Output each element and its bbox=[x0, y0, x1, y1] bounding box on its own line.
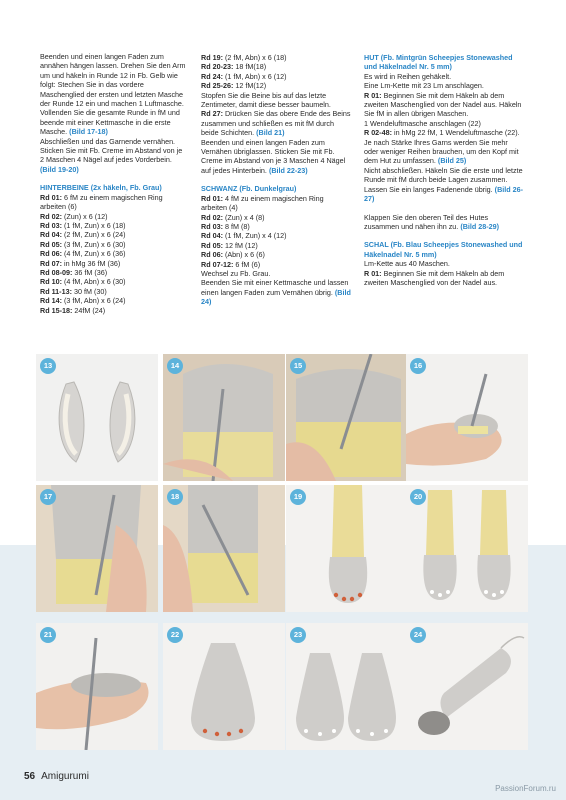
photo-18-leg bbox=[163, 485, 285, 612]
instruction-text: in hMg 22 fM, 1 Wendeluftmasche (22). bbox=[393, 128, 520, 138]
row-label: Rd 05: bbox=[201, 240, 223, 250]
row-label: Rd 02: bbox=[201, 212, 223, 222]
pattern-row bbox=[40, 212, 188, 221]
row-text: in hMg 36 fM (36) bbox=[63, 258, 121, 268]
instruction-text: Je nach Stärke Ihres Garns werden Sie mehr oder weniger Reihen brauchen, um den Kopf mit dem Hut zu umfassen. bbox=[364, 137, 519, 166]
photo-13-ears bbox=[36, 354, 158, 481]
row-label: Rd 06: bbox=[40, 249, 62, 259]
row-text: (Zun) x 6 (12) bbox=[63, 211, 108, 221]
row-text: 8 fM (8) bbox=[224, 221, 250, 231]
photo-number-badge: 17 bbox=[40, 489, 56, 505]
watermark: PassionForum.ru bbox=[495, 784, 556, 793]
row-label: Rd 11-13: bbox=[40, 286, 72, 296]
photo-19-front-leg bbox=[286, 485, 408, 612]
image-ref: (Bild 26-27) bbox=[364, 184, 524, 204]
row-label: Rd 08-09: bbox=[40, 267, 73, 277]
photo-number-badge: 21 bbox=[40, 627, 56, 643]
pattern-row bbox=[40, 277, 188, 286]
page-number: 56 bbox=[24, 771, 36, 782]
pattern-row bbox=[201, 260, 351, 269]
instruction-text: Lm-Kette aus 40 Maschen. bbox=[364, 259, 450, 269]
photo-number-badge: 24 bbox=[410, 627, 426, 643]
row-label: Rd 10: bbox=[40, 277, 62, 287]
text-column-3 bbox=[364, 53, 524, 287]
instruction-text: Beginnen Sie mit dem Häkeln ab dem zweiten Maschenglied von der Nadel aus. bbox=[364, 268, 505, 287]
instruction-text: Drücken Sie das obere Ende des Beins zusammen und schließen es mit fM durch beide Schichten. bbox=[201, 109, 351, 138]
pattern-row bbox=[40, 230, 188, 239]
text-column-1 bbox=[40, 52, 188, 315]
row-text: 18 fM(18) bbox=[235, 62, 267, 72]
row-text: 36 fM (36) bbox=[74, 267, 108, 277]
row-text: 24fM (24) bbox=[74, 305, 106, 315]
row-text: 6 fM zu einem magischen Ring arbeiten (6) bbox=[40, 192, 163, 212]
photo-number-badge: 13 bbox=[40, 358, 56, 374]
row-text: 12 fM (12) bbox=[224, 240, 258, 250]
row-label: Rd 06: bbox=[201, 250, 223, 260]
row-text: (4 fM, Abn) x 6 (30) bbox=[63, 277, 126, 287]
row-label: Rd 07: bbox=[40, 258, 62, 268]
row-text: (3 fM, Abn) x 6 (24) bbox=[63, 296, 126, 306]
instruction-text: Beenden und einen langen Faden zum Vernähen übriglassen. Sticken Sie mit Fb. Creme im Abstand von je 3 Maschen 4 Nägel auf jedes Hinterbein. bbox=[201, 137, 346, 175]
photo-number-badge: 14 bbox=[167, 358, 183, 374]
pattern-row bbox=[201, 194, 351, 213]
pattern-row bbox=[40, 306, 188, 315]
row-label: Rd 04: bbox=[40, 230, 62, 240]
row-label: Rd 14: bbox=[40, 296, 62, 306]
image-ref: (Bild 24) bbox=[201, 287, 351, 307]
photo-17-leg bbox=[36, 485, 158, 612]
row-text: (1 fM, Abn) x 6 (12) bbox=[224, 71, 287, 81]
instruction-text: Es wird in Reihen gehäkelt. bbox=[364, 71, 452, 81]
photo-number-badge: 20 bbox=[410, 489, 426, 505]
photo-21-hook bbox=[36, 623, 158, 750]
instruction-text: Stopfen Sie die Beine bis auf das letzte Zentimeter, damit diese besser baumeln. bbox=[201, 90, 331, 110]
row-label: Rd 19: bbox=[201, 53, 223, 62]
pattern-row bbox=[201, 250, 351, 259]
pattern-row bbox=[40, 268, 188, 277]
photo-number-badge: 22 bbox=[167, 627, 183, 643]
image-ref: (Bild 28-29) bbox=[460, 221, 500, 231]
row-label: Rd 01: bbox=[201, 193, 223, 203]
instruction-text: Eine Lm-Kette mit 23 Lm anschlagen. bbox=[364, 81, 484, 91]
magazine-title: Amigurumi bbox=[41, 771, 89, 782]
pattern-row bbox=[40, 287, 188, 296]
row-label: Rd 04: bbox=[201, 231, 223, 241]
image-ref: (Bild 21) bbox=[256, 128, 285, 138]
text-column-2 bbox=[201, 53, 351, 307]
image-ref: (Bild 17-18) bbox=[69, 127, 108, 137]
row-text: (1 fM, Zun) x 6 (18) bbox=[63, 220, 126, 230]
pattern-row bbox=[40, 193, 188, 212]
photo-15-hook bbox=[286, 354, 408, 481]
photo-number-badge: 16 bbox=[410, 358, 426, 374]
row-label: Rd 07-12: bbox=[201, 259, 234, 269]
pattern-row bbox=[40, 240, 188, 249]
image-ref: (Bild 22-23) bbox=[268, 165, 308, 175]
row-label: Rd 03: bbox=[40, 220, 62, 230]
row-text: (4 fM, Zun) x 6 (36) bbox=[63, 249, 126, 259]
row-label: Rd 05: bbox=[40, 239, 62, 249]
pattern-row bbox=[40, 249, 188, 258]
photo-20-front-legs bbox=[406, 485, 528, 612]
instruction-text: Beenden Sie mit einer Kettmasche und lassen einen langen Faden zum Vernähen übrig. bbox=[201, 278, 349, 297]
row-text: 12 fM(12) bbox=[235, 81, 267, 91]
section-heading-schwanz: SCHWANZ (Fb. Dunkelgrau) bbox=[201, 184, 297, 194]
row-label: R 01: bbox=[364, 90, 382, 100]
row-text: 6 fM (6) bbox=[235, 259, 261, 269]
pattern-row bbox=[40, 221, 188, 230]
instruction-text: Beenden und einen langen Faden zum annähen hängen lassen. Drehen Sie den Arm um und häkeln in Runde 12 in Fb. Gelb wie folgt: Stechen Sie in das vordere Maschenglied der ersten und letzten Masche der Runde 12 ein und machen 1 Luftmasche. Vollenden Sie die gesamte Runde in fM und beende mit einer Kettmasche in die erste Masche. bbox=[40, 52, 186, 137]
photo-24-tail bbox=[406, 623, 528, 750]
section-heading-hinterbeine: HINTERBEINE (2x häkeln, Fb. Grau) bbox=[40, 183, 162, 193]
row-label: Rd 27: bbox=[201, 109, 223, 119]
row-label: Rd 01: bbox=[40, 192, 62, 202]
photo-22-hind-leg bbox=[163, 623, 285, 750]
row-label: Rd 02: bbox=[40, 211, 62, 221]
row-text: (Abn) x 6 (6) bbox=[224, 250, 265, 260]
row-text: (Zun) x 4 (8) bbox=[224, 212, 265, 222]
instruction-text: Wechsel zu Fb. Grau. bbox=[201, 268, 271, 278]
pattern-row bbox=[201, 231, 351, 240]
instruction-text: Nicht abschließen. Häkeln Sie die erste und letzte Runde mit fM durch beide Lagen zusammen. Lassen Sie ein langes Fadenende übrig. bbox=[364, 165, 523, 194]
pattern-row bbox=[201, 241, 351, 250]
pattern-row bbox=[201, 81, 351, 90]
pattern-row bbox=[40, 296, 188, 305]
photo-14-head bbox=[163, 354, 285, 481]
photo-23-hind-legs bbox=[286, 623, 408, 750]
pattern-row bbox=[201, 213, 351, 222]
pattern-row bbox=[201, 62, 351, 71]
row-text: 30 fM (30) bbox=[73, 286, 107, 296]
row-text: (3 fM, Zun) x 6 (30) bbox=[63, 239, 126, 249]
photo-number-badge: 15 bbox=[290, 358, 306, 374]
row-label: Rd 15-18: bbox=[40, 305, 73, 315]
photo-number-badge: 19 bbox=[290, 489, 306, 505]
instruction-text: Beginnen Sie mit dem Häkeln ab dem zweiten Maschenglied von der Nadel aus. Häkeln Sie fM in allen übrigen Maschen. bbox=[364, 90, 522, 119]
row-label: R 02-48: bbox=[364, 128, 392, 138]
image-ref: (Bild 25) bbox=[437, 156, 467, 166]
photo-number-badge: 18 bbox=[167, 489, 183, 505]
row-label: Rd 03: bbox=[201, 221, 223, 231]
pattern-row bbox=[40, 259, 188, 268]
page-footer bbox=[24, 771, 89, 782]
pattern-row bbox=[201, 222, 351, 231]
photo-16-hand bbox=[406, 354, 528, 481]
instruction-text: 1 Wendeluftmasche anschlagen (22) bbox=[364, 118, 481, 128]
row-label: Rd 20-23: bbox=[201, 62, 234, 72]
instruction-text: Klappen Sie den oberen Teil des Hutes zusammen und nähen ihn zu. bbox=[364, 212, 489, 231]
row-label: R 01: bbox=[364, 268, 382, 278]
photo-number-badge: 23 bbox=[290, 627, 306, 643]
row-text: (2 fM, Abn) x 6 (18) bbox=[224, 53, 287, 62]
section-heading-hut: HUT (Fb. Mintgrün Scheepjes Stonewashed und Häkelnadel Nr. 5 mm) bbox=[364, 53, 513, 72]
pattern-row bbox=[201, 72, 351, 81]
image-ref: (Bild 19-20) bbox=[40, 164, 79, 174]
row-text: (1 fM, Zun) x 4 (12) bbox=[224, 231, 287, 241]
section-heading-schal: SCHAL (Fb. Blau Scheepjes Stonewashed und Häkelnadel Nr. 5 mm) bbox=[364, 240, 523, 259]
row-label: Rd 25-26: bbox=[201, 81, 234, 91]
row-text: 4 fM zu einem magischen Ring arbeiten (4) bbox=[201, 193, 324, 213]
pattern-row bbox=[201, 53, 351, 62]
row-text: (2 fM, Zun) x 6 (24) bbox=[63, 230, 126, 240]
row-label: Rd 24: bbox=[201, 71, 223, 81]
instruction-text: Abschließen und das Garnende vernähen. Sticken Sie mit Fb. Creme im Abstand von je 2 Maschen 4 Nägel auf jedes Vorderbein. bbox=[40, 136, 183, 165]
